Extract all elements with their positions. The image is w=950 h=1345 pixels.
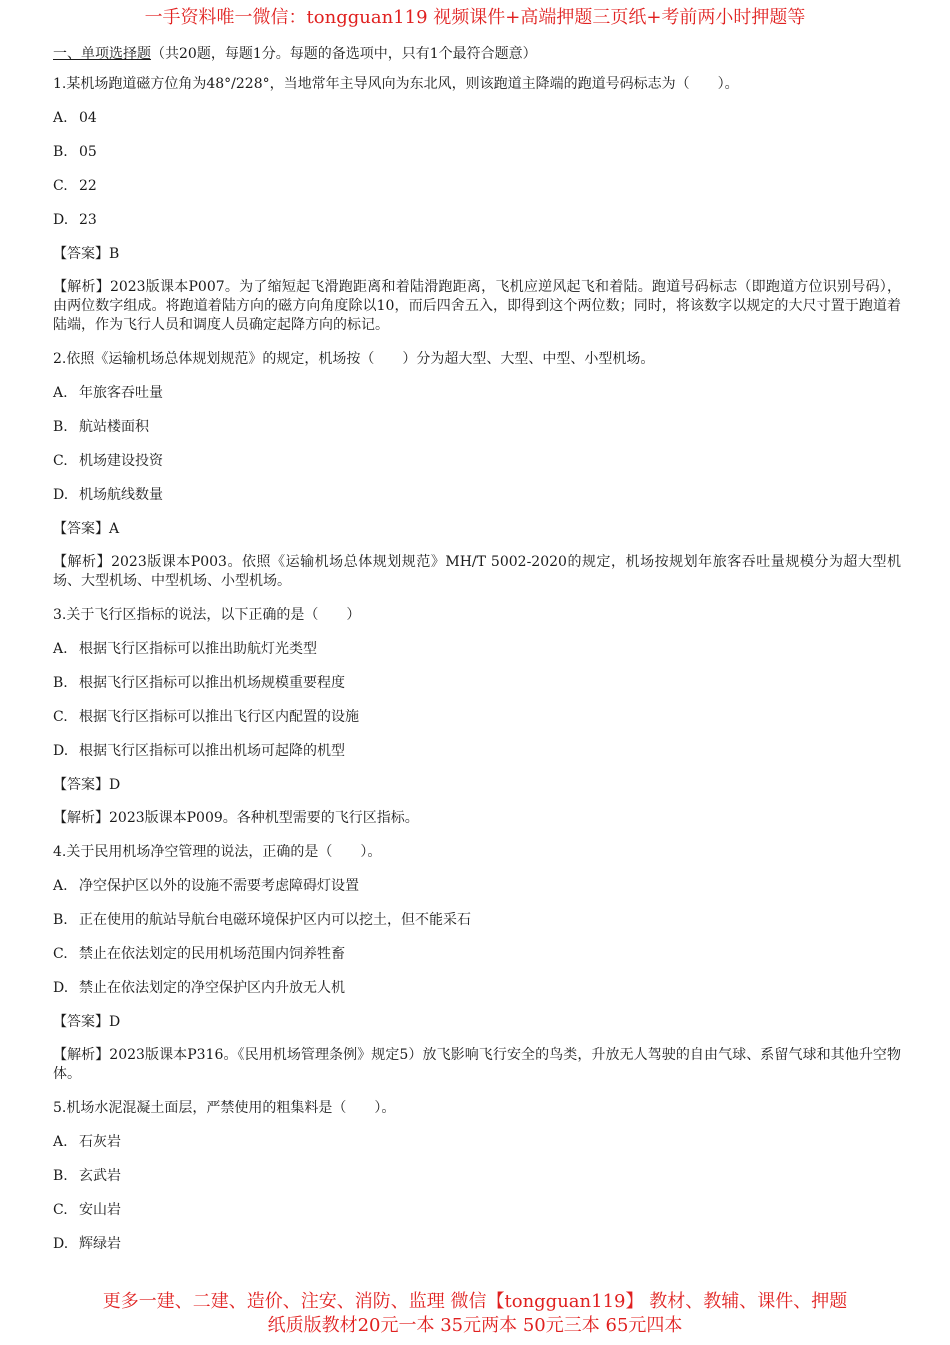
option-d: [53, 1234, 901, 1254]
option-text: 根据飞行区指标可以推出机场可起降的机型: [79, 743, 345, 759]
option-text: 年旅客吞吐量: [79, 385, 163, 401]
document-body: [53, 44, 901, 1268]
option-c: [53, 707, 901, 727]
option-text: 机场航线数量: [79, 487, 163, 503]
option-c: [53, 1200, 901, 1220]
answer: 【答案】B: [53, 246, 120, 262]
option-letter: B.: [53, 1168, 68, 1184]
option-b: [53, 142, 901, 162]
option-d: [53, 485, 901, 505]
option-c: [53, 451, 901, 471]
option-letter: A.: [53, 878, 68, 894]
question-block: [53, 1098, 901, 1254]
option-a: [53, 383, 901, 403]
option-letter: C.: [53, 453, 68, 469]
option-letter: C.: [53, 178, 68, 194]
answer: 【答案】D: [53, 1014, 121, 1030]
option-letter: B.: [53, 675, 68, 691]
option-text: 23: [79, 212, 97, 228]
option-d: [53, 978, 901, 998]
answer: 【答案】D: [53, 777, 121, 793]
option-text: 石灰岩: [79, 1134, 121, 1150]
option-a: [53, 1132, 901, 1152]
option-text: 航站楼面积: [79, 419, 149, 435]
section-heading: [53, 44, 901, 64]
option-text: 根据飞行区指标可以推出机场规模重要程度: [79, 675, 345, 691]
analysis: 【解析】2023版课本P316。《民用机场管理条例》规定5）放飞影响飞行安全的鸟类，升放无人驾驶的自由气球、系留气球和其他升空物体。: [53, 1047, 901, 1082]
option-letter: B.: [53, 144, 68, 160]
option-b: [53, 673, 901, 693]
option-letter: C.: [53, 1202, 68, 1218]
option-text: 辉绿岩: [79, 1236, 121, 1252]
option-text: 正在使用的航站导航台电磁环境保护区内可以挖土，但不能采石: [79, 912, 471, 928]
analysis: 【解析】2023版课本P003。依照《运输机场总体规划规范》MH/T 5002-2020的规定，机场按规划年旅客吞吐量规模分为超大型机场、大型机场、中型机场、小型机场。: [53, 554, 901, 589]
analysis: 【解析】2023版课本P007。为了缩短起飞滑跑距离和着陆滑跑距离，飞机应逆风起飞和着陆。跑道号码标志（即跑道方位识别号码），由两位数字组成。将跑道着陆方向的磁方向角度除以10，而后四舍五入，即得到这个两位数；同时，将该数字以规定的大尺寸置于跑道着陆端，作为飞行人员和调度人员确定起降方向的标记。: [53, 279, 901, 333]
option-text: 05: [79, 144, 97, 160]
option-letter: B.: [53, 419, 68, 435]
option-c: [53, 944, 901, 964]
footer-banner: [0, 1290, 950, 1338]
option-text: 安山岩: [79, 1202, 121, 1218]
option-b: [53, 417, 901, 437]
question-block: [53, 842, 901, 1084]
option-letter: A.: [53, 1134, 68, 1150]
option-a: [53, 108, 901, 128]
option-b: [53, 910, 901, 930]
footer-line-1: 更多一建、二建、造价、注安、消防、监理 微信【tongguan119】 教材、教辅、课件、押题: [102, 1291, 848, 1312]
option-a: [53, 876, 901, 896]
option-letter: A.: [53, 385, 68, 401]
question-block: [53, 74, 901, 335]
option-text: 禁止在依法划定的净空保护区内升放无人机: [79, 980, 345, 996]
option-letter: D.: [53, 1236, 69, 1252]
option-letter: B.: [53, 912, 68, 928]
option-c: [53, 176, 901, 196]
option-letter: A.: [53, 641, 68, 657]
option-letter: A.: [53, 110, 68, 126]
option-text: 禁止在依法划定的民用机场范围内饲养牲畜: [79, 946, 345, 962]
option-d: [53, 210, 901, 230]
option-text: 机场建设投资: [79, 453, 163, 469]
option-text: 根据飞行区指标可以推出助航灯光类型: [79, 641, 317, 657]
question-stem: 2.依照《运输机场总体规划规范》的规定，机场按（ ）分为超大型、大型、中型、小型机场。: [53, 351, 655, 367]
footer-line-2: 纸质版教材20元一本 35元两本 50元三本 65元四本: [267, 1315, 683, 1336]
option-text: 根据飞行区指标可以推出飞行区内配置的设施: [79, 709, 359, 725]
option-letter: C.: [53, 709, 68, 725]
option-text: 22: [79, 178, 97, 194]
option-text: 净空保护区以外的设施不需要考虑障碍灯设置: [79, 878, 359, 894]
question-stem: 4.关于民用机场净空管理的说法，正确的是（ ）。: [53, 844, 382, 860]
answer: 【答案】A: [53, 521, 120, 537]
question-stem: 1.某机场跑道磁方位角为48°/228°，当地常年主导风向为东北风，则该跑道主降端的跑道号码标志为（ ）。: [53, 76, 739, 92]
option-text: 玄武岩: [79, 1168, 121, 1184]
question-block: [53, 349, 901, 591]
option-letter: D.: [53, 980, 69, 996]
top-banner: 一手资料唯一微信：tongguan119 视频课件+高端押题三页纸+考前两小时押题等: [144, 7, 806, 28]
option-d: [53, 741, 901, 761]
section-note: （共20题，每题1分。每题的备选项中，只有1个最符合题意）: [151, 46, 537, 62]
option-letter: D.: [53, 487, 69, 503]
option-b: [53, 1166, 901, 1186]
question-block: [53, 605, 901, 828]
option-letter: D.: [53, 212, 69, 228]
option-text: 04: [79, 110, 97, 126]
option-letter: C.: [53, 946, 68, 962]
option-letter: D.: [53, 743, 69, 759]
question-stem: 3.关于飞行区指标的说法，以下正确的是（ ）: [53, 607, 361, 623]
analysis: 【解析】2023版课本P009。各种机型需要的飞行区指标。: [53, 810, 419, 826]
section-title: 一、单项选择题: [53, 46, 151, 62]
option-a: [53, 639, 901, 659]
question-stem: 5.机场水泥混凝土面层，严禁使用的粗集料是（ ）。: [53, 1100, 396, 1116]
